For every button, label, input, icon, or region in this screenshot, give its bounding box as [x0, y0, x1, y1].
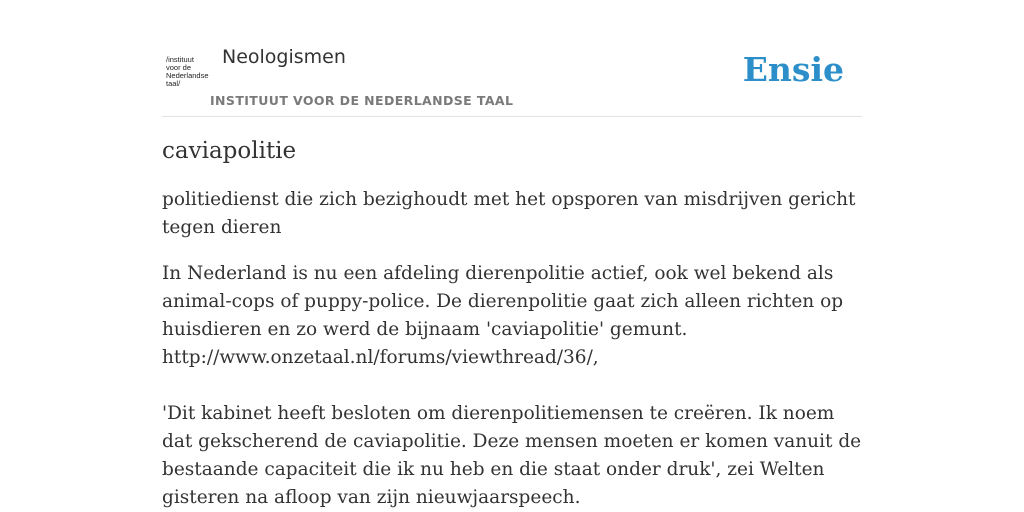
example-paragraph: 'Dit kabinet heeft besloten om dierenpolitiemensen te creëren. Ik noem dat gekscherend de caviapolitie. Deze mensen moeten er komen vanuit de bestaande capaciteit die ik nu heb en die staat onder druk', zei Welten gisteren na afloop van zijn nieuwjaarspeech. — [162, 403, 862, 508]
logo-line: Nederlandse — [166, 71, 209, 80]
example-paragraph: In Nederland is nu een afdeling dierenpolitie actief, ook wel bekend als animal-cops of puppy-police. De dierenpolitie gaat zich alleen richten op huisdieren en zo werd de bijnaam 'caviapolitie' gemunt. — [162, 263, 844, 340]
logo-line: voor de — [166, 63, 192, 72]
entry-definition: politiedienst die zich bezighoudt met het opsporen van misdrijven gericht tegen dieren — [162, 189, 856, 238]
logo-line: /instituut — [166, 55, 194, 64]
site-title[interactable]: Neologismen — [222, 46, 346, 68]
ensie-brand-link[interactable]: Ensie — [742, 50, 844, 89]
entry-example — [162, 260, 862, 512]
logo-line: taal/ — [166, 79, 181, 88]
site-header — [162, 40, 862, 117]
entry-content — [162, 134, 862, 512]
paragraph-spacer — [162, 372, 862, 400]
institute-logo[interactable] — [166, 56, 208, 90]
example-source: http://www.onzetaal.nl/forums/viewthread/36/, — [162, 347, 599, 368]
entry-term: caviapolitie — [162, 138, 297, 164]
organization-name: INSTITUUT VOOR DE NEDERLANDSE TAAL — [210, 93, 514, 108]
